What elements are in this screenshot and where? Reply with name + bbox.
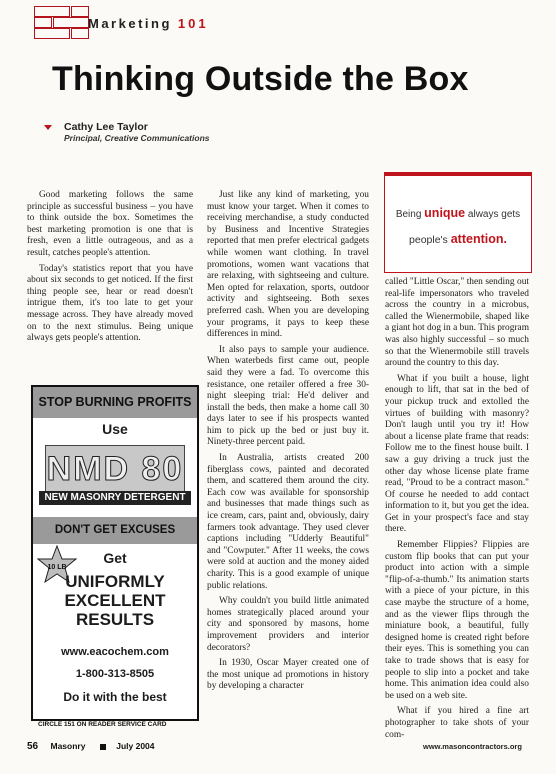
column-3 — [385, 277, 529, 741]
author-name — [64, 121, 148, 133]
paragraph: In Australia, artists created 200 fiberglass cows, painted and decorated them, and scattered them around the city. Each cow was available for sponsorship and businesses that made things such as ice cream, cars, paint and, obviously, dairy farmers took advantage. They used clever captions including "Udderly Beautiful" and "Cowputer." After 11 weeks, the cows were sold at auction and the money aided charity. This is a good example of unique public relations. — [207, 453, 369, 591]
paragraph: Just like any kind of marketing, you must know your target. When it comes to receiving merchandise, a study conducted by Business and Incentive Strategies reported that men prefer electrical gadgets while women want clothing. In travel promotions, women want vacations that are relaxing, with sightseeing and culture. Men opted for relaxation, sports, outdoor activity and sightseeing. Both sexes preferred cash. When you are developing your programs, it pays to keep these differences in mind. — [207, 190, 369, 340]
footer — [27, 741, 155, 752]
footer-website[interactable]: www.masoncontractors.org — [423, 742, 522, 751]
author-role: Principal, Creative Communications — [64, 133, 210, 143]
ad-url[interactable]: www.eacochem.com — [61, 646, 169, 658]
product-logo: NMD 80 — [45, 445, 185, 493]
article-title: Thinking Outside the Box — [52, 60, 469, 98]
paragraph: It also pays to sample your audience. When waterbeds first came out, people said they were a fad. To overcome this resistance, one retailer offered a free 30-night sleeping trial: He'd deliver and install the beds, then make a home call 30 days later to see if his prospects wanted him to pick up the bed or just buy it. Ninety-three percent paid. — [207, 344, 369, 448]
pull-quote-text: people's — [409, 234, 451, 246]
pull-quote-text: always gets — [465, 209, 521, 220]
paragraph: Good marketing follows the same principle as successful business – you have to think outside the box. Sometimes the best marketing promotion is one that is fresh, even a little outrageous, and as a result, catches people's attention. — [27, 190, 193, 258]
paragraph: called "Little Oscar," then sending out real-life impersonators who traveled across the country in a microbus, called the Wienermobile, shaped like a giant hot dog in a bun. This program was also highly successful – so much so that the Wienermobile still travels around the country to this day. — [385, 277, 529, 369]
section-number: 101 — [177, 16, 209, 31]
pull-quote-emphasis: attention. — [450, 232, 507, 246]
author-text: Cathy Lee Taylor — [64, 121, 148, 133]
ad-get: Get — [103, 550, 127, 566]
ad-tagline: Do it with the best — [63, 690, 167, 704]
ad-headline: STOP BURNING PROFITS — [33, 387, 197, 418]
ad-phone: 1-800-313-8505 — [75, 668, 155, 680]
paragraph: Why couldn't you build little animated homes strategically placed around your city and sponsored by masons, home improvement providers and interior decorators? — [207, 596, 369, 653]
ad-use: Use — [102, 421, 128, 437]
ad-line: RESULTS — [75, 610, 155, 629]
advertisement[interactable] — [31, 385, 199, 721]
pull-quote — [384, 172, 532, 273]
section-name: Marketing — [88, 16, 172, 31]
reader-service-note: CIRCLE 151 ON READER SERVICE CARD — [38, 721, 167, 728]
bullet-icon — [44, 125, 52, 130]
pull-quote-emphasis: unique — [424, 206, 466, 220]
square-separator-icon — [100, 744, 106, 750]
paragraph: What if you built a house, light enough to lift, that sat in the bed of your pickup truck and extolled the virtues of building with masonry? Don't laugh until you try it! How about a license plate frame that reads: Follow me to the finest house built. I saw a guy driving a truck just the other day whose license plate frame read, "Proud to be a contract mason." Of course he needed to add contact information to it, but you get the idea. Get in your prospect's face and stay there. — [385, 373, 529, 535]
badge-text: 10 LB — [47, 564, 67, 571]
section-label — [88, 16, 209, 31]
paragraph: In 1930, Oscar Mayer created one of the most unique ad promotions in history by developing a character — [207, 658, 369, 692]
ad-excuses: DON'T GET EXCUSES — [33, 517, 197, 544]
pull-quote-text: Being — [395, 209, 425, 220]
ad-line: UNIFORMLY — [65, 572, 165, 591]
ad-line: EXCELLENT — [64, 591, 166, 610]
paragraph: What if you hired a fine art photographer to take shots of your com- — [385, 706, 529, 740]
paragraph: Remember Flippies? Flippies are custom flip books that can put your product into action with a simple "flip-of-a-thumb." Its animation starts with a piece of your picture, in this case maybe the structure of a home, and as the viewer flips through the miniature book, a beautiful, fully designed home is created right before their eyes. This is something you can take to trade shows that is easy for people to slip into a pocket and take home. This animation idea could also be used on a web site. — [385, 540, 529, 701]
paragraph: Today's statistics report that you have about six seconds to get noticed. If the first thing people see, hear or read doesn't intrigue them, it's too late to get your message across. They have already moved on to the next stimulus. Being unique always gets people's attention. — [27, 263, 193, 344]
magazine-name: Masonry — [50, 741, 86, 751]
page-number: 56 — [27, 741, 39, 752]
product-subtitle: NEW MASONRY DETERGENT — [39, 491, 191, 505]
issue-date: July 2004 — [116, 741, 155, 751]
column-2 — [207, 190, 369, 693]
column-1 — [27, 190, 193, 345]
